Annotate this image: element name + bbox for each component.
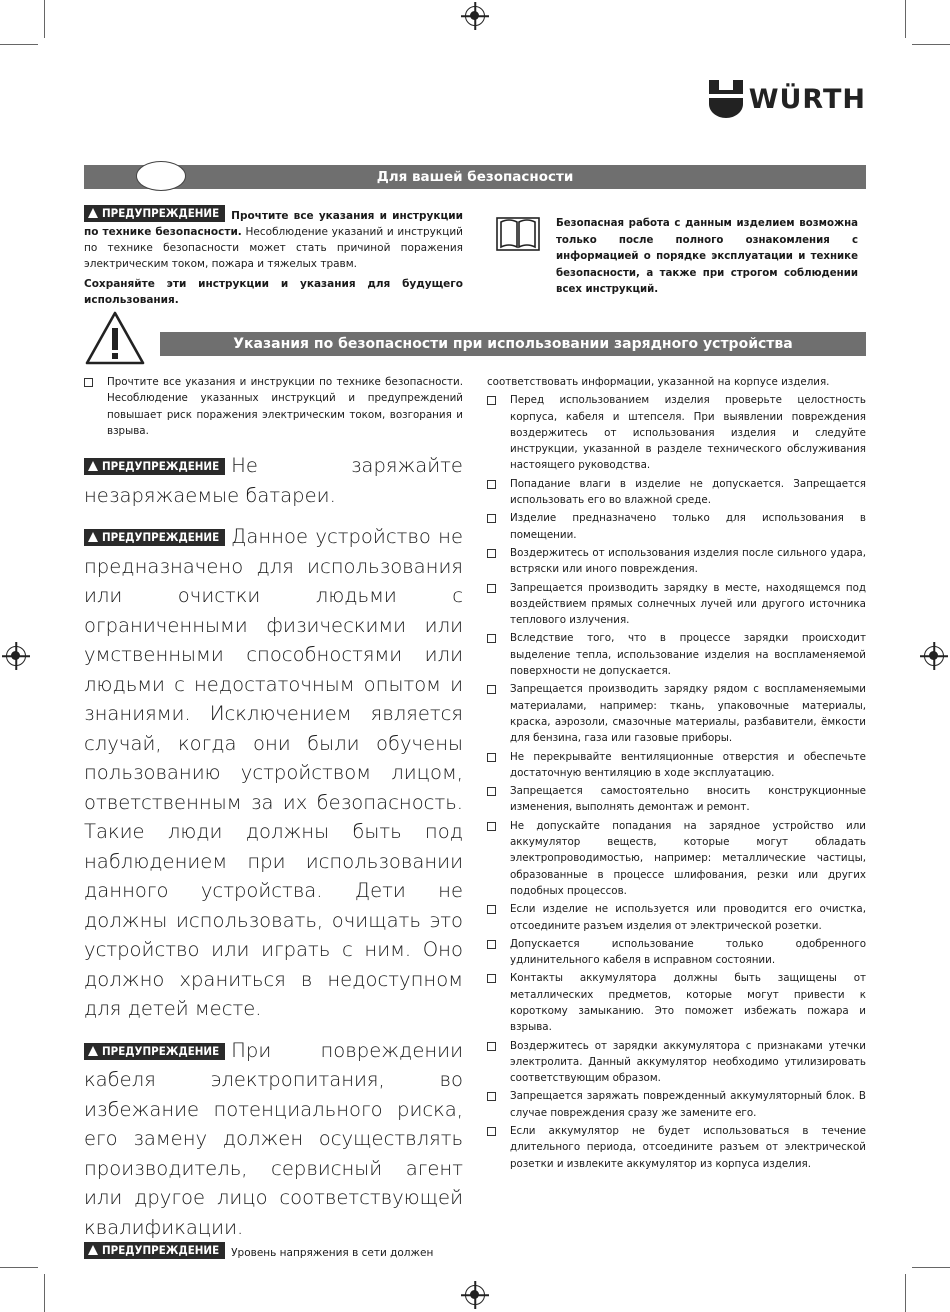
warning-label: ПРЕДУПРЕЖДЕНИЕ bbox=[84, 1242, 225, 1259]
warning-block-small: ПРЕДУПРЕЖДЕНИЕ Уровень напряжения в сети должен bbox=[84, 1242, 463, 1261]
checkbox-bullet-icon bbox=[487, 1042, 496, 1051]
list-item: Не перекрывайте вентиляционные отверстия и обеспечьте достаточную вентиляцию в ходе эксплуатацию. bbox=[487, 749, 866, 782]
checkbox-bullet-icon bbox=[487, 634, 496, 643]
section-title: Для вашей безопасности bbox=[84, 165, 866, 189]
intro-keep: Сохраняйте эти инструкции и указания для будущего использования. bbox=[84, 278, 463, 306]
warning-label: ПРЕДУПРЕЖДЕНИЕ bbox=[84, 529, 225, 546]
crop-mark bbox=[44, 1274, 45, 1312]
registration-mark-icon bbox=[465, 1285, 485, 1305]
intro-paragraph bbox=[84, 205, 463, 272]
checkbox-bullet-icon bbox=[487, 787, 496, 796]
crop-mark bbox=[912, 44, 950, 45]
list-item: Запрещается заряжать поврежденный аккумуляторный блок. В случае повреждения сразу же замените его. bbox=[487, 1088, 866, 1121]
warning-block: ПРЕДУПРЕЖДЕНИЕ При повреждении кабеля электропитания, во избежание потенциального риска, его замену должен осуществлять производитель, сервисный агент или другое лицо соответствующей квалификации. bbox=[84, 1038, 463, 1239]
checkbox-bullet-icon bbox=[487, 822, 496, 831]
intro-right-text: Безопасная работа с данным изделием возможна только после полного ознакомления с информацией о порядке эксплуатации и технике безопасности, а также при строгом соблюдении всех инструкций. bbox=[556, 218, 858, 295]
registration-mark-icon bbox=[6, 646, 26, 666]
brand-name: WÜRTH bbox=[748, 83, 866, 115]
crop-mark bbox=[905, 1274, 906, 1312]
warning-triangle-icon bbox=[88, 1046, 98, 1056]
checkbox-bullet-icon bbox=[487, 753, 496, 762]
list-item: Если аккумулятор не будет использоваться в течение длительного периода, отсоедините разъем от электрической розетки и извлеките аккумулятор из корпуса изделия. bbox=[487, 1123, 866, 1172]
list-item: Запрещается производить зарядку в месте, находящемся под воздействием прямых солнечных лучей или другого источника теплового излучения. bbox=[487, 580, 866, 629]
charger-section-title: Указания по безопасности при использовании зарядного устройства bbox=[160, 332, 866, 356]
checkbox-bullet-icon bbox=[487, 584, 496, 593]
manual-book-icon bbox=[496, 214, 540, 256]
intro-bold: Прочтите все указания и инструкции по технике безопасности. bbox=[84, 210, 463, 238]
warning-triangle-icon bbox=[88, 532, 98, 542]
left-column bbox=[84, 374, 463, 1261]
checkbox-bullet-icon bbox=[487, 1127, 496, 1136]
intro-rest: Несоблюдение указаний и инструкций по технике безопасности может стать причиной поражения электрическим током, пожара и тяжелых травм. bbox=[84, 226, 463, 270]
crop-mark bbox=[44, 0, 45, 38]
list-item: Перед использованием изделия проверьте целостность корпуса, кабеля и штепселя. При выявлении повреждения воздержитесь от использования изделия и следуйте инструкции, указанной в разделе технического обслуживания настоящего руководства. bbox=[487, 392, 866, 473]
list-item: Не допускайте попадания на зарядное устройство или аккумулятор веществ, которые могут обладать электропроводимостью, например: металлические частицы, образованные в процессе шлифования, резки или других подобных процессов. bbox=[487, 818, 866, 899]
list-item: Контакты аккумулятора должны быть защищены от металлических предметов, которые могут привести к короткому замыканию. Это поможет избежать пожара и взрыва. bbox=[487, 970, 866, 1035]
list-item: Запрещается самостоятельно вносить конструкционные изменения, выполнять демонтаж и ремонт. bbox=[487, 783, 866, 816]
list-item: Запрещается производить зарядку рядом с воспламеняемыми материалами, например: ткань, упаковочные материалы, краска, аэрозоли, смазочные материалы, разбавители, ёмкости для бензина, газа или газовые приборы. bbox=[487, 681, 866, 746]
crop-mark bbox=[905, 0, 906, 38]
list-item: Воздержитесь от использования изделия после сильного удара, встряски или иного повреждения. bbox=[487, 545, 866, 578]
warning-label: ПРЕДУПРЕЖДЕНИЕ bbox=[84, 458, 225, 475]
checkbox-bullet-icon bbox=[487, 396, 496, 405]
list-item: Прочтите все указания и инструкции по технике безопасности. Несоблюдение указанных инструкций и предупреждений повышает риск поражения электрическим током, возгорания и взрыва. bbox=[84, 374, 463, 439]
list-item: Если изделие не используется или проводится его очистка, отсоедините разъем изделия от электрической розетки. bbox=[487, 901, 866, 934]
wurth-logo-icon bbox=[709, 80, 743, 118]
list-item: Допускается использование только одобренного удлинительного кабеля в исправном состоянии. bbox=[487, 936, 866, 969]
continuation-text: соответствовать информации, указанной на корпусе изделия. bbox=[487, 376, 830, 388]
brand-logo bbox=[709, 80, 866, 118]
checkbox-bullet-icon bbox=[487, 514, 496, 523]
checkbox-bullet-icon bbox=[487, 940, 496, 949]
warning-triangle-icon bbox=[88, 208, 98, 218]
warning-triangle-icon bbox=[88, 1245, 98, 1255]
warning-label: ПРЕДУПРЕЖДЕНИЕ bbox=[84, 205, 225, 222]
checkbox-bullet-icon bbox=[487, 1092, 496, 1101]
crop-mark bbox=[0, 1267, 38, 1268]
warning-label: ПРЕДУПРЕЖДЕНИЕ bbox=[84, 1043, 225, 1060]
list-item: Вследствие того, что в процессе зарядки происходит выделение тепла, использование изделия на воспламеняемой поверхности не допускается. bbox=[487, 630, 866, 679]
right-column bbox=[487, 374, 866, 1174]
checkbox-bullet-icon bbox=[487, 905, 496, 914]
registration-mark-icon bbox=[465, 6, 485, 26]
warning-block: ПРЕДУПРЕЖДЕНИЕ Не заряжайте незаряжаемые батареи. bbox=[84, 454, 463, 507]
page-tab-oval bbox=[136, 161, 186, 191]
warning-block: ПРЕДУПРЕЖДЕНИЕ Данное устройство не предназначено для использования или очистки людьми с ограниченными физическими или умственными способностями или людьми с недостаточным опытом и знаниями. Исключением является случай, когда они были обучены пользованию устройством лицом, ответственным за их безопасность. Такие люди должны быть под наблюдением при использовании данного устройства. Дети не должны использовать, очищать это устройство или играть с ним. Оно должно храниться в недоступном для детей месте. bbox=[84, 525, 463, 1021]
warning-triangle-icon bbox=[84, 310, 146, 370]
checkbox-bullet-icon bbox=[487, 974, 496, 983]
list-item: Изделие предназначено только для использования в помещении. bbox=[487, 510, 866, 543]
list-item: Воздержитесь от зарядки аккумулятора с признаками утечки электролита. Данный аккумулятор необходимо утилизировать соответствующим образом. bbox=[487, 1038, 866, 1087]
checkbox-bullet-icon bbox=[487, 685, 496, 694]
checkbox-bullet-icon bbox=[84, 378, 93, 387]
checkbox-bullet-icon bbox=[487, 549, 496, 558]
crop-mark bbox=[912, 1267, 950, 1268]
list-item: Попадание влаги в изделие не допускается. Запрещается использовать его во влажной среде. bbox=[487, 476, 866, 509]
intro-text bbox=[84, 205, 463, 312]
warning-triangle-icon bbox=[88, 461, 98, 471]
safety-list bbox=[487, 392, 866, 1172]
checkbox-bullet-icon bbox=[487, 480, 496, 489]
crop-mark bbox=[0, 44, 38, 45]
registration-mark-icon bbox=[924, 646, 944, 666]
